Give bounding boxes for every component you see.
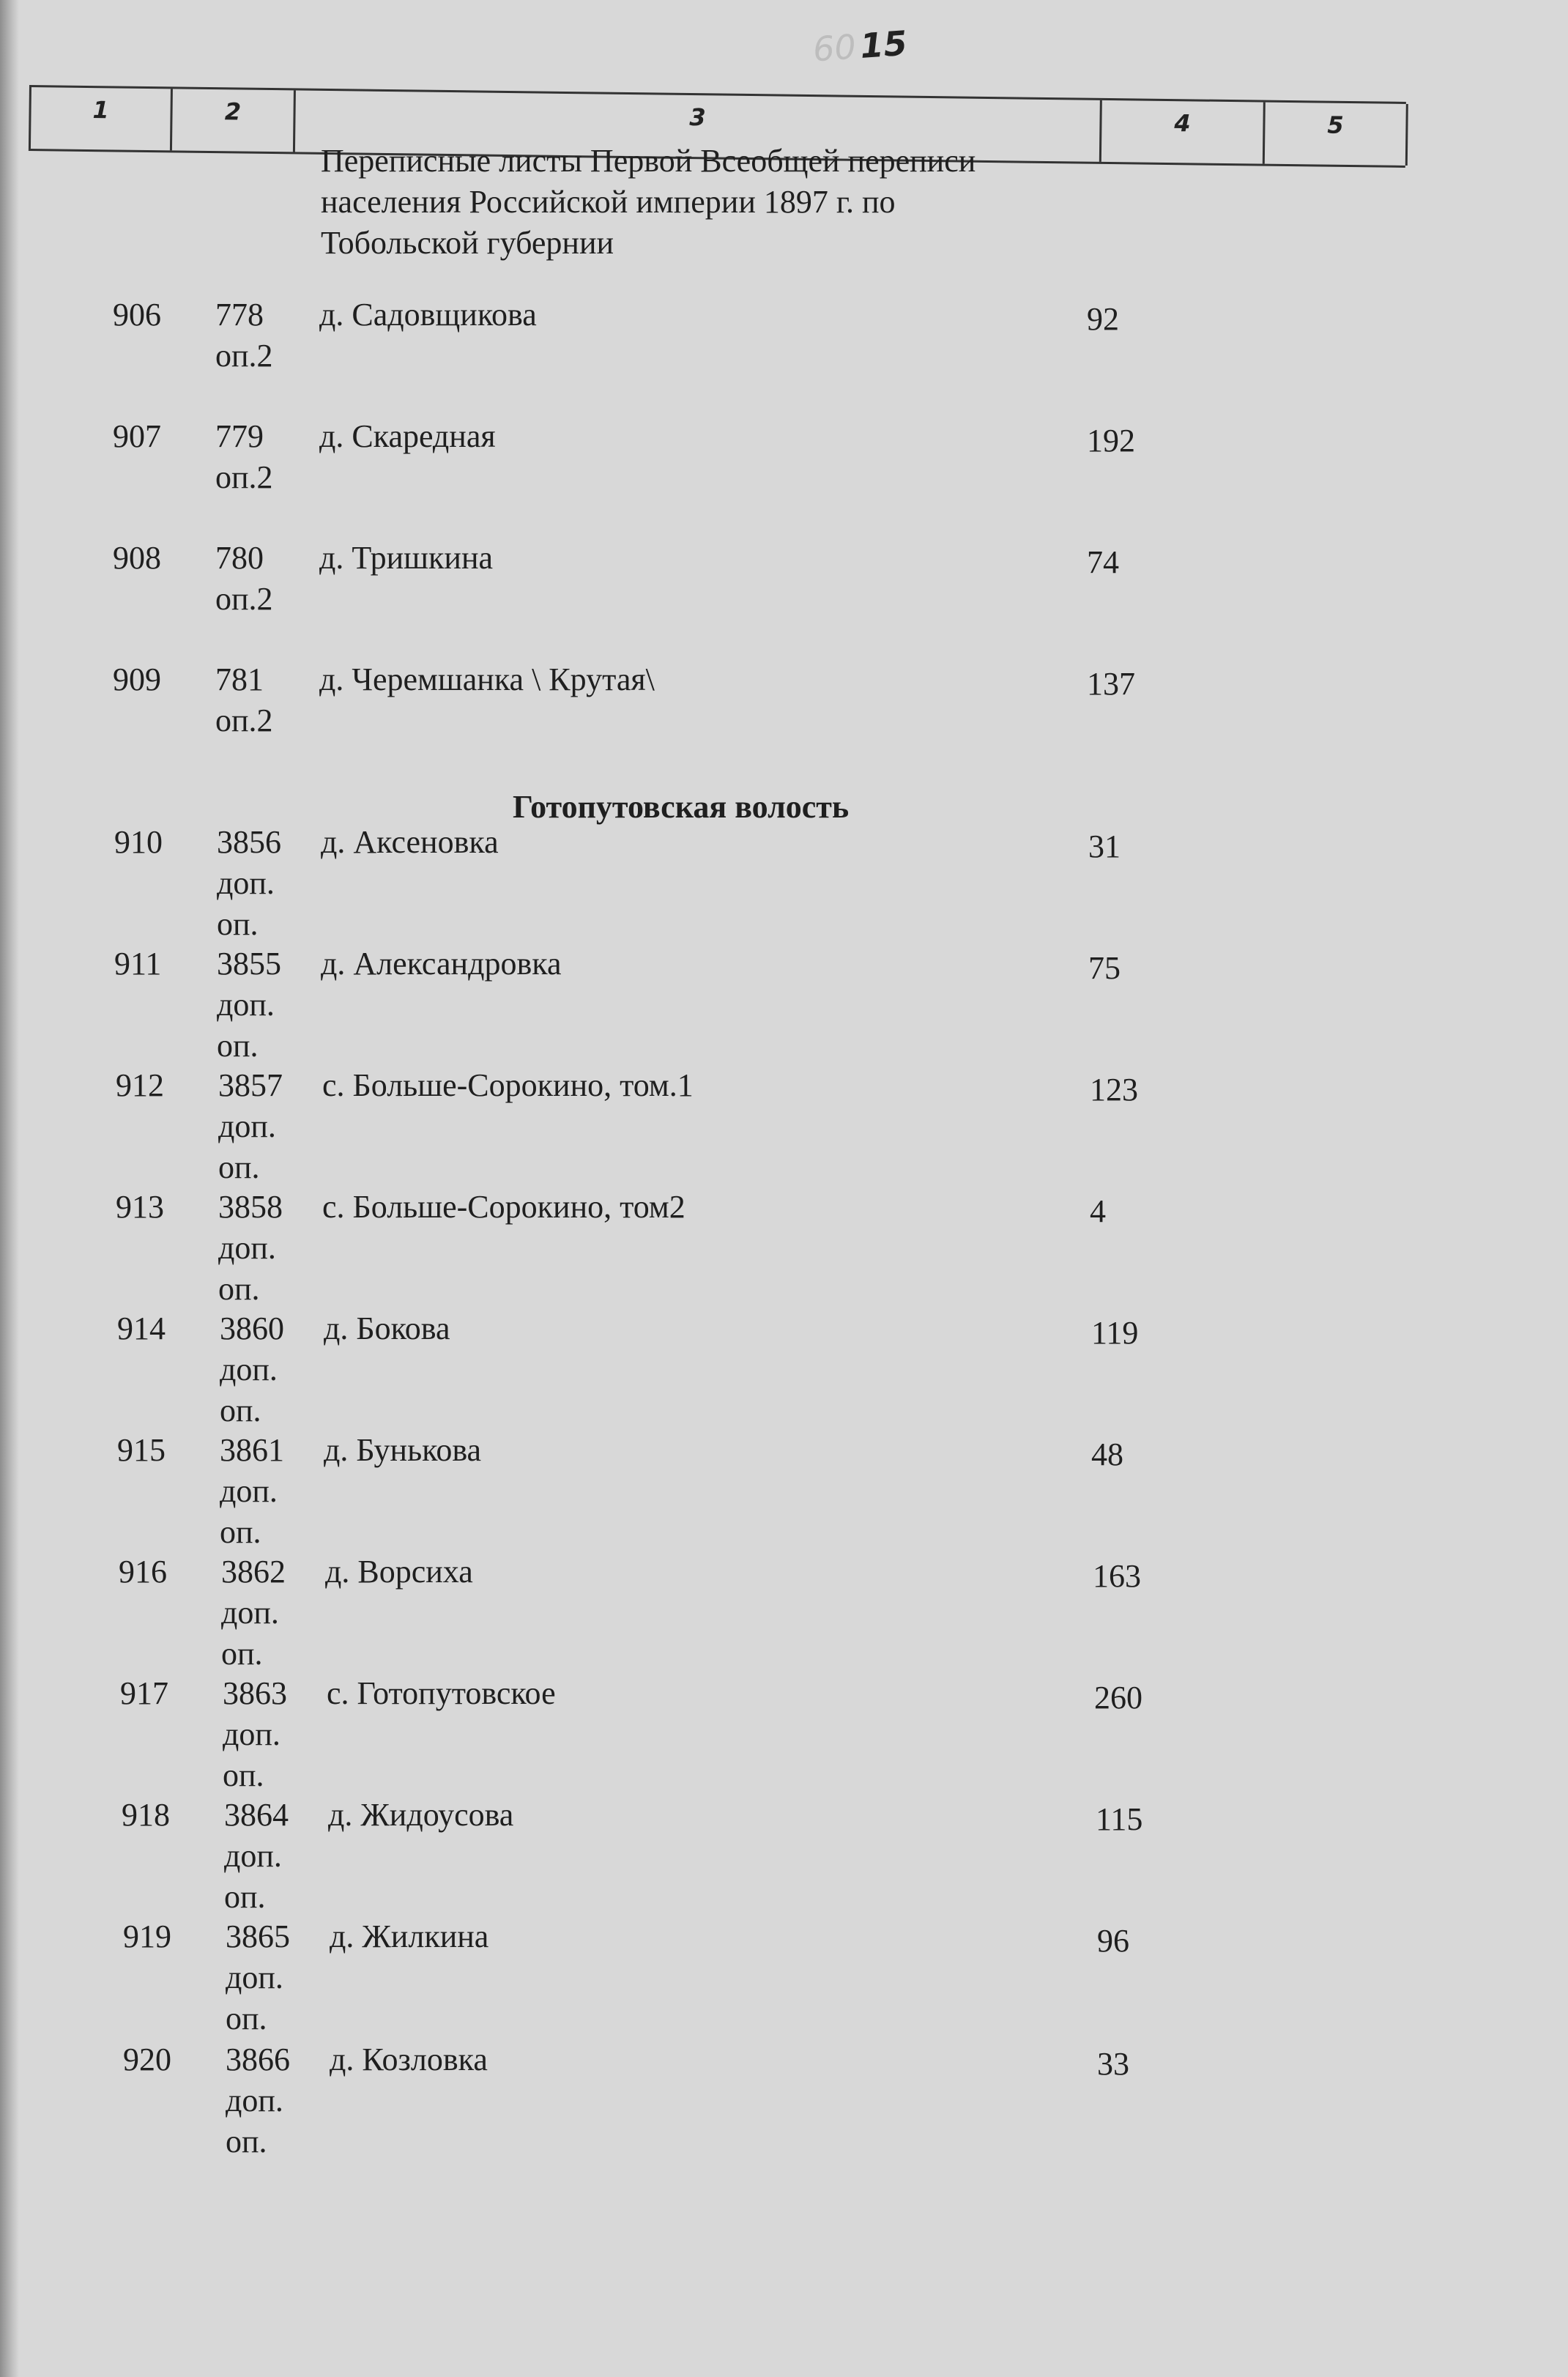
fond-inventory: оп. xyxy=(217,906,259,942)
fond-reference xyxy=(221,1551,286,1675)
settlement-name: д. Жидоусова xyxy=(328,1797,514,1833)
row-number: 916 xyxy=(119,1554,167,1590)
settlement-name: д. Ворсиха xyxy=(325,1554,473,1590)
sheet-count: 96 xyxy=(1097,1923,1129,1959)
settlement-name: д. Аксеновка xyxy=(321,824,499,860)
fond-inventory: оп. xyxy=(226,2124,267,2159)
page-number-faint: 60 xyxy=(811,26,858,70)
column-header-5: 5 xyxy=(1263,103,1408,166)
sheet-count: 192 xyxy=(1087,423,1135,459)
section-title: Готопутовская волость xyxy=(513,789,850,825)
row-number: 911 xyxy=(114,946,162,982)
row-number: 906 xyxy=(113,297,161,333)
row-number: 915 xyxy=(117,1432,166,1468)
fond-number: 3860 xyxy=(220,1310,284,1346)
sheet-count: 260 xyxy=(1094,1680,1142,1716)
fond-number: 780 xyxy=(215,540,264,576)
fond-inventory-prefix: доп. xyxy=(218,1108,276,1144)
fond-reference xyxy=(215,538,273,620)
sheet-count: 119 xyxy=(1091,1315,1139,1351)
sheet-count: 163 xyxy=(1093,1558,1141,1594)
page-number xyxy=(811,23,908,70)
sheet-count: 115 xyxy=(1096,1801,1143,1837)
fond-inventory-prefix: доп. xyxy=(220,1473,278,1509)
settlement-name: д. Тришкина xyxy=(319,540,494,576)
settlement-name: д. Бокова xyxy=(324,1310,450,1346)
fond-number: 3856 xyxy=(217,824,281,860)
fond-inventory-prefix: доп. xyxy=(217,987,275,1023)
fond-number: 3855 xyxy=(217,946,281,982)
fond-reference xyxy=(220,1430,284,1553)
fond-inventory-prefix: доп. xyxy=(220,1351,278,1387)
fond-inventory-prefix: доп. xyxy=(223,1716,280,1752)
fond-reference xyxy=(217,822,281,945)
settlement-name: с. Готопутовское xyxy=(327,1675,556,1711)
fond-reference xyxy=(224,1795,289,1918)
fond-inventory-prefix: доп. xyxy=(226,1959,283,1995)
fond-reference xyxy=(215,416,273,498)
row-number: 910 xyxy=(114,824,163,860)
fond-reference xyxy=(218,1187,283,1310)
fond-inventory: оп. xyxy=(220,1514,261,1550)
sheet-count: 31 xyxy=(1088,828,1121,864)
sheet-count: 33 xyxy=(1097,2046,1129,2082)
fond-reference xyxy=(217,943,281,1067)
fond-inventory-prefix: доп. xyxy=(217,865,275,901)
sheet-count: 74 xyxy=(1087,544,1119,580)
sheet-count: 48 xyxy=(1091,1436,1123,1472)
settlement-name: д. Садовщикова xyxy=(319,297,537,333)
fond-reference xyxy=(223,1673,287,1796)
row-number: 914 xyxy=(117,1310,166,1346)
row-number: 920 xyxy=(123,2042,171,2077)
fond-number: 3863 xyxy=(223,1675,287,1711)
sheet-count: 92 xyxy=(1087,301,1119,337)
row-number: 913 xyxy=(116,1189,164,1225)
sheet-count: 4 xyxy=(1090,1193,1106,1229)
fond-reference xyxy=(215,294,273,377)
fond-number: 3857 xyxy=(218,1067,283,1103)
fond-reference xyxy=(220,1308,284,1431)
fond-inventory: оп. xyxy=(218,1149,260,1185)
column-header-1: 1 xyxy=(29,87,171,150)
row-number: 919 xyxy=(123,1918,171,1954)
settlement-name: д. Козловка xyxy=(330,2042,488,2077)
document-intro-text: Переписные листы Первой Всеобщей переписи населения Российской империи 1897 г. по Тобольской губернии xyxy=(321,143,976,261)
sheet-count: 75 xyxy=(1088,950,1121,986)
fond-reference xyxy=(226,1916,290,2039)
fond-inventory: оп.2 xyxy=(215,338,273,374)
fond-inventory: оп.2 xyxy=(215,459,273,495)
fond-inventory: оп. xyxy=(220,1393,261,1428)
fond-reference xyxy=(215,659,273,741)
fond-inventory: оп.2 xyxy=(215,581,273,617)
fond-number: 3861 xyxy=(220,1432,284,1468)
row-number: 908 xyxy=(113,540,161,576)
fond-inventory-prefix: доп. xyxy=(224,1838,282,1874)
fond-inventory: оп. xyxy=(217,1028,259,1064)
fond-inventory: оп. xyxy=(218,1271,260,1307)
fond-inventory-prefix: доп. xyxy=(221,1595,279,1631)
fond-number: 781 xyxy=(215,661,264,697)
fond-inventory-prefix: доп. xyxy=(226,2083,283,2118)
fond-inventory-prefix: доп. xyxy=(218,1230,276,1266)
sheet-count: 137 xyxy=(1087,666,1135,702)
row-number: 918 xyxy=(122,1797,170,1833)
fond-inventory: оп. xyxy=(224,1879,266,1915)
fond-inventory: оп. xyxy=(226,2000,267,2036)
column-header-4: 4 xyxy=(1099,100,1263,164)
settlement-name: с. Больше-Сорокино, том.1 xyxy=(322,1067,694,1103)
settlement-name: д. Жилкина xyxy=(330,1918,489,1954)
row-number: 917 xyxy=(120,1675,168,1711)
fond-inventory: оп. xyxy=(223,1757,264,1793)
row-number: 909 xyxy=(113,661,161,697)
fond-number: 3862 xyxy=(221,1554,286,1590)
fond-number: 3865 xyxy=(226,1918,290,1954)
column-header-2: 2 xyxy=(170,89,294,152)
settlement-name: д. Черемшанка \ Крутая\ xyxy=(319,661,655,697)
row-number: 907 xyxy=(113,418,161,454)
fond-inventory: оп. xyxy=(221,1636,263,1672)
fond-number: 779 xyxy=(215,418,264,454)
column-header-3: 3 xyxy=(293,90,1100,161)
page-number-value: 15 xyxy=(858,23,909,66)
sheet-count: 123 xyxy=(1090,1072,1138,1108)
settlement-name: д. Бунькова xyxy=(324,1432,482,1468)
settlement-name: с. Больше-Сорокино, том2 xyxy=(322,1189,685,1225)
page-left-shadow xyxy=(0,0,19,2377)
settlement-name: д. Александровка xyxy=(321,946,562,982)
fond-inventory: оп.2 xyxy=(215,702,273,738)
fond-reference xyxy=(226,2039,290,2162)
fond-number: 3864 xyxy=(224,1797,289,1833)
row-number: 912 xyxy=(116,1067,164,1103)
fond-number: 778 xyxy=(215,297,264,333)
fond-reference xyxy=(218,1065,283,1188)
settlement-name: д. Скаредная xyxy=(319,418,496,454)
fond-number: 3858 xyxy=(218,1189,283,1225)
fond-number: 3866 xyxy=(226,2042,290,2077)
